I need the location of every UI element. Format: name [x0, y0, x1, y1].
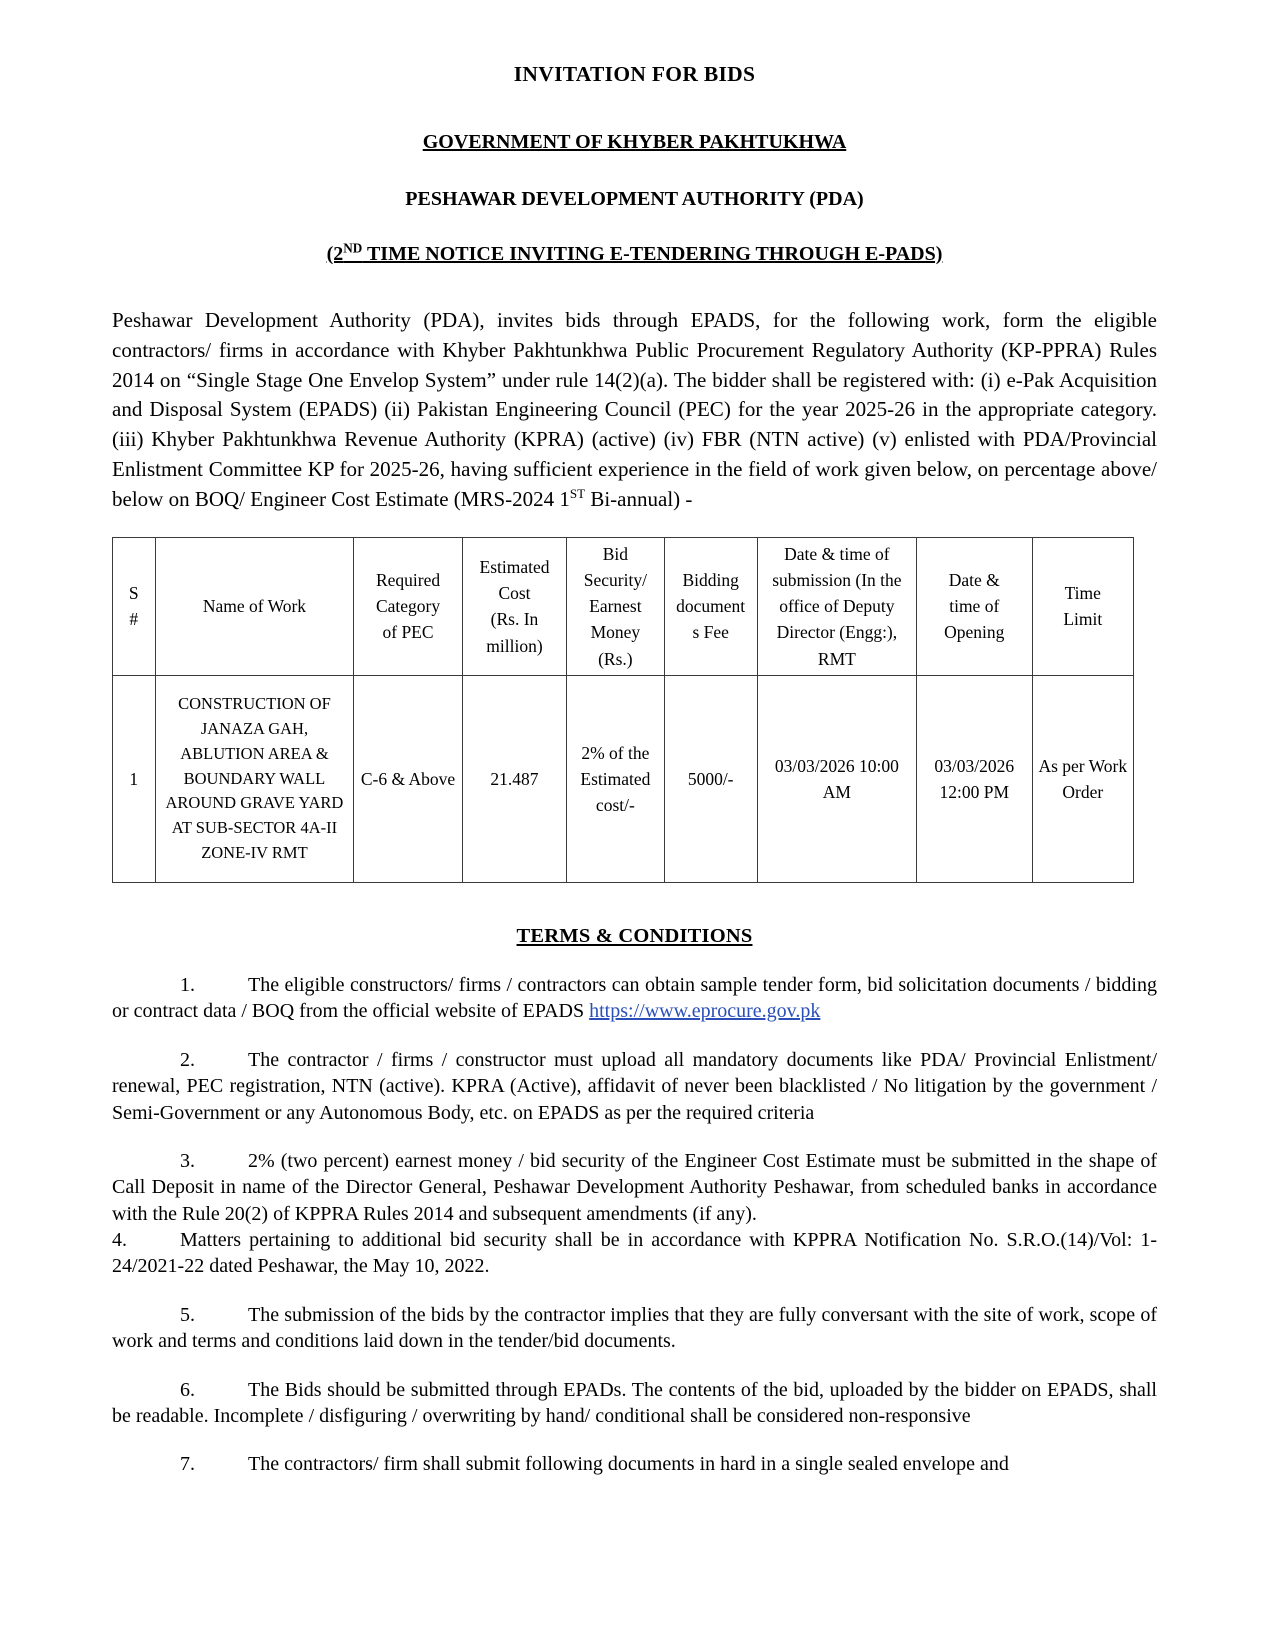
table-row — [113, 675, 1134, 882]
cell-required-category: C-6 & Above — [354, 675, 462, 882]
cell-name-of-work: CONSTRUCTION OF JANAZA GAH, ABLUTION AREA & BOUNDARY WALL AROUND GRAVE YARD AT SUB-SECTOR 4A-II ZONE-IV RMT — [155, 675, 354, 882]
term-number-2: 2. — [180, 1048, 195, 1071]
bids-table-body — [113, 675, 1134, 882]
header-required-category: Required Category of PEC — [354, 537, 462, 675]
term-item-7 — [112, 1451, 1157, 1477]
intro-ordinal-suffix: ST — [569, 485, 586, 501]
term-text-6: The Bids should be submitted through EPADs. The contents of the bid, uploaded by the bidder on EPADS, shall be readable. Incomplete / disfiguring / overwriting by hand/ conditional shall be considered non-responsive — [112, 1378, 1157, 1428]
bids-table-header — [113, 537, 1134, 675]
terms-and-conditions-heading: TERMS & CONDITIONS — [516, 924, 753, 947]
cell-serial-number: 1 — [113, 675, 156, 882]
term-item-6 — [112, 1377, 1157, 1430]
cell-bid-security: 2% of the Estimated cost/- — [567, 675, 664, 882]
term-text-1: The eligible constructors/ firms / contractors can obtain sample tender form, bid solicitation documents / bidding or contract data / BOQ from the official website of EPADS — [112, 973, 1157, 1023]
term-number-3: 3. — [180, 1149, 195, 1172]
term-number-1: 1. — [180, 973, 195, 996]
notice-prefix: (2 — [326, 243, 344, 265]
header-opening-datetime: Date & time of Opening — [916, 537, 1032, 675]
term-number-6: 6. — [180, 1378, 195, 1401]
term-item-3 — [112, 1148, 1157, 1227]
intro-text-part2: Bi-annual) - — [585, 486, 693, 511]
eprocure-link[interactable]: https://www.eprocure.gov.pk — [589, 1000, 821, 1023]
cell-time-limit: As per Work Order — [1032, 675, 1133, 882]
cell-bidding-fee: 5000/- — [664, 675, 757, 882]
authority-heading — [112, 188, 1157, 211]
intro-paragraph — [112, 306, 1157, 515]
term-item-4 — [112, 1227, 1157, 1280]
header-serial-number: S # — [113, 537, 156, 675]
term-number-7: 7. — [180, 1453, 195, 1476]
term-number-4: 4. — [112, 1229, 127, 1252]
notice-heading — [112, 240, 1157, 266]
cell-submission-datetime: 03/03/2026 10:00 AM — [757, 675, 916, 882]
term-item-5 — [112, 1302, 1157, 1355]
term-item-2 — [112, 1047, 1157, 1126]
header-bidding-documents-fee: Bidding document s Fee — [664, 537, 757, 675]
cell-estimated-cost: 21.487 — [462, 675, 566, 882]
term-text-5: The submission of the bids by the contractor implies that they are fully conversant with the site of work, scope of work and terms and conditions laid down in the tender/bid documents. — [112, 1303, 1157, 1353]
intro-text-part1: Peshawar Development Authority (PDA), invites bids through EPADS, for the following work, form the eligible contractors/ firms in accordance with Khyber Pakhtunkhwa Public Procurement Regulatory Authority (KP-PPRA) Rules 2014 on “Single Stage One Envelop System” under rule 14(2)(a). The bidder shall be registered with: (i) e-Pak Acquisition and Disposal System (EPADS) (ii) Pakistan Engineering Council (PEC) for the year 2025-26 in the appropriate category. (iii) Khyber Pakhtunkhwa Revenue Authority (KPRA) (active) (iv) FBR (NTN active) (v) enlisted with PDA/Provincial Enlistment Committee KP for 2025-26, having sufficient experience in the field of work given below, on percentage above/ below on BOQ/ Engineer Cost Estimate (MRS-2024 1 — [112, 308, 1157, 511]
table-header-row — [113, 537, 1134, 675]
government-heading — [112, 131, 1157, 154]
page-title: INVITATION FOR BIDS — [513, 62, 756, 86]
government-heading-text: GOVERNMENT OF KHYBER PAKHTUKHWA — [422, 131, 847, 153]
header-estimated-cost: Estimated Cost (Rs. In million) — [462, 537, 566, 675]
term-text-2: The contractor / firms / constructor must upload all mandatory documents like PDA/ Provincial Enlistment/ renewal, PEC registration, NTN (active). KPRA (Active), affidavit of never been blacklisted / No litigation by the government / Semi-Government or any Autonomous Body, etc. on EPADS as per the required criteria — [112, 1048, 1157, 1124]
header-submission-datetime: Date & time of submission (In the office of Deputy Director (Engg:), RMT — [757, 537, 916, 675]
authority-heading-text: PESHAWAR DEVELOPMENT AUTHORITY (PDA) — [405, 188, 864, 210]
term-text-4: Matters pertaining to additional bid security shall be in accordance with KPPRA Notification No. S.R.O.(14)/Vol: 1-24/2021-22 dated Peshawar, the May 10, 2022. — [112, 1229, 1157, 1278]
header-bid-security: Bid Security/ Earnest Money (Rs.) — [567, 537, 664, 675]
notice-suffix: TIME NOTICE INVITING E-TENDERING THROUGH E-PADS) — [362, 243, 943, 265]
terms-list — [112, 972, 1157, 1478]
term-text-3: 2% (two percent) earnest money / bid security of the Engineer Cost Estimate must be submitted in the shape of Call Deposit in name of the Director General, Peshawar Development Authority Peshawar, from scheduled banks in accordance with the Rule 20(2) of KPPRA Rules 2014 and subsequent amendments (if any). — [112, 1149, 1157, 1225]
header-name-of-work: Name of Work — [155, 537, 354, 675]
term-item-1 — [112, 972, 1157, 1025]
cell-opening-datetime: 03/03/2026 12:00 PM — [916, 675, 1032, 882]
header-time-limit: Time Limit — [1032, 537, 1133, 675]
bids-table — [112, 537, 1134, 883]
term-number-5: 5. — [180, 1303, 195, 1326]
term-text-7: The contractors/ firm shall submit following documents in hard in a single sealed envelope and — [248, 1453, 1009, 1476]
notice-ordinal-suffix: ND — [343, 240, 363, 256]
